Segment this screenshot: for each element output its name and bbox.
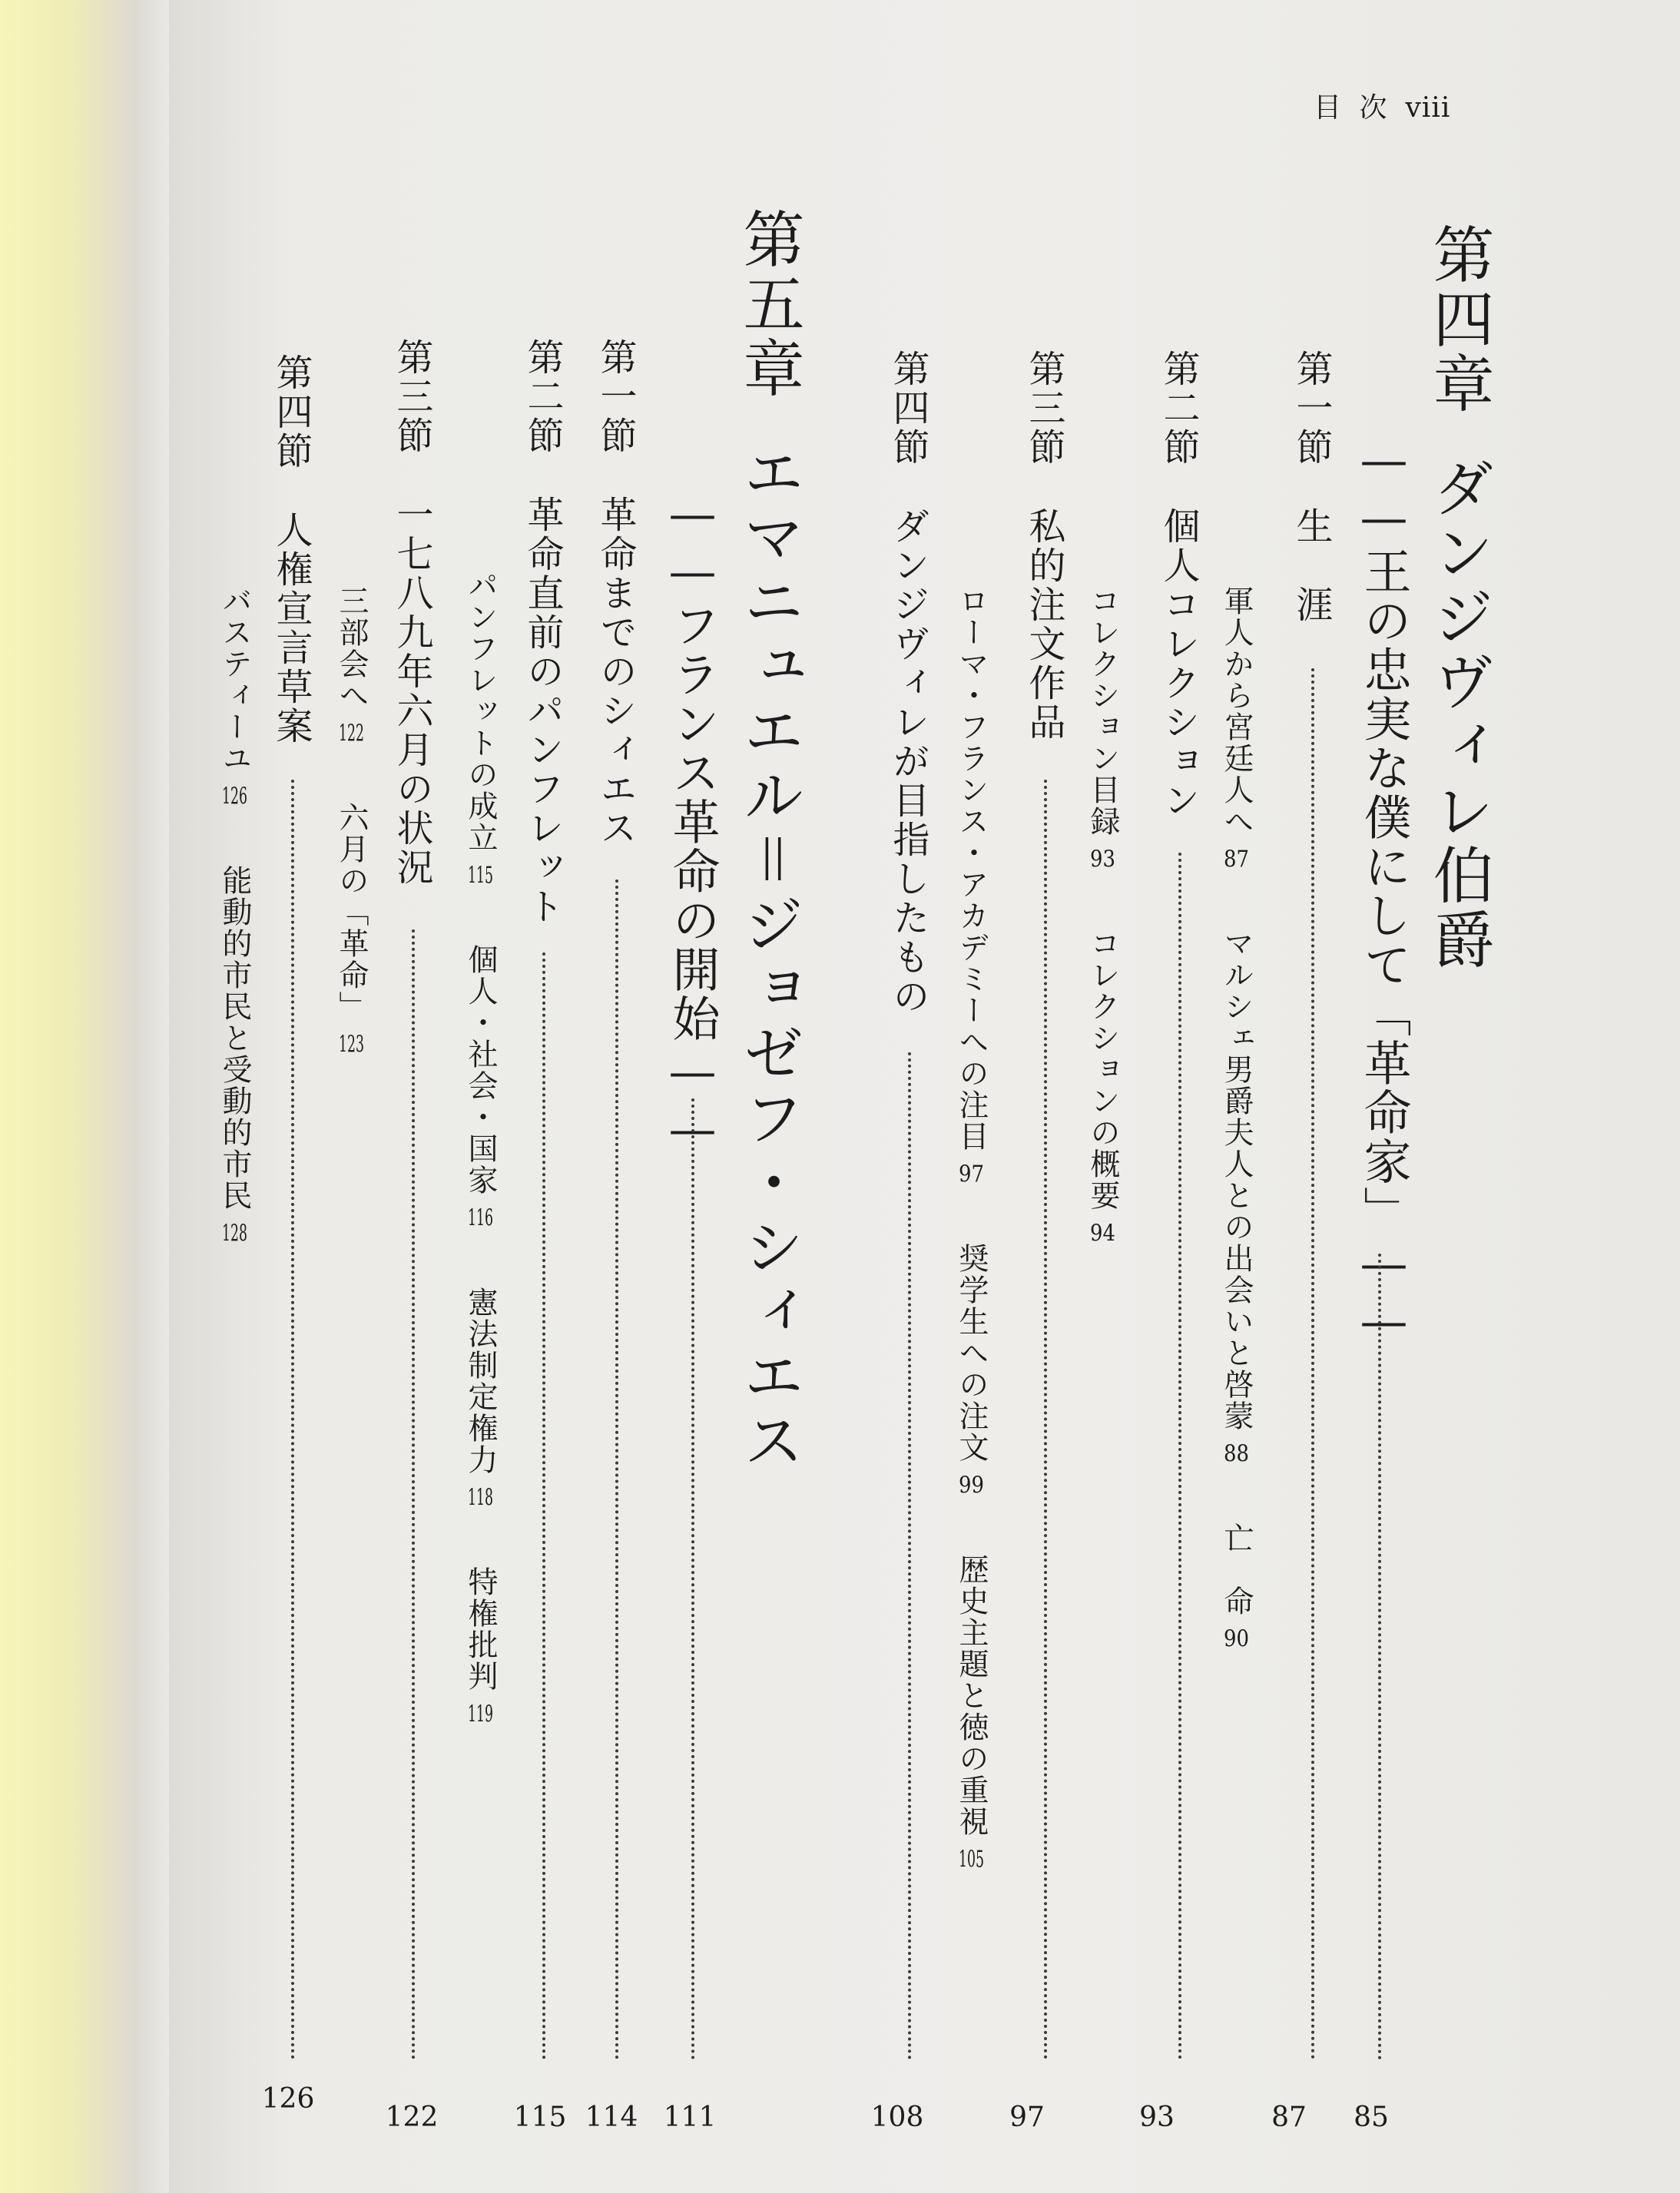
chapter-4-subtitle: ——王の忠実な僕にして「革命家」—— xyxy=(1356,432,1412,1350)
ch5-section-3-subitems xyxy=(334,585,369,1067)
ch5-section-4-label: 第四節 xyxy=(270,353,313,471)
subitem: バスティーユ xyxy=(217,585,252,774)
chapter-4-title: ダンジヴィレ伯爵 xyxy=(1423,456,1494,972)
ch5-section-4-leader xyxy=(291,780,294,2060)
subitem: コレクションの概要 xyxy=(1085,928,1120,1211)
subitem-page: 116 xyxy=(468,1207,493,1230)
subitem-page: 128 xyxy=(222,1222,247,1245)
ch4-section-3 xyxy=(1022,349,1065,742)
ch4-section-3-label: 第三節 xyxy=(1022,349,1065,467)
subitem-page: 94 xyxy=(1090,1222,1115,1245)
ch4-section-3-title: 私的注文作品 xyxy=(1022,507,1065,742)
subitem: ローマ・フランス・アカデミーへの注目 xyxy=(954,585,989,1152)
ch4-section-4-label: 第四節 xyxy=(886,349,929,467)
ch4-section-1-title: 生 涯 xyxy=(1290,507,1333,624)
ch5-section-3-leader xyxy=(412,929,415,2060)
subitem: 個人・社会・国家 xyxy=(463,944,498,1196)
subitem: パンフレットの成立 xyxy=(463,570,498,853)
ch4-section-3-subitems xyxy=(954,585,989,1882)
ch5-section-3-label: 第三節 xyxy=(390,338,433,455)
subitem-page: 118 xyxy=(468,1486,493,1509)
ch5-section-1 xyxy=(594,338,637,848)
book-binding-edge xyxy=(0,0,169,2193)
subitem: 六月の「革命」 xyxy=(334,802,369,1022)
ch5-section-4-page: 126 xyxy=(261,2083,315,2115)
subitem: コレクション目録 xyxy=(1085,585,1120,837)
subitem-page: 99 xyxy=(959,1474,984,1497)
ch4-section-3-leader xyxy=(1044,780,1047,2060)
ch4-section-1-subitems xyxy=(1219,585,1254,1661)
ch5-section-1-leader xyxy=(615,880,618,2060)
ch4-section-2-label: 第二節 xyxy=(1157,349,1200,467)
subitem: 亡 命 xyxy=(1219,1522,1254,1617)
ch5-section-3-page: 122 xyxy=(385,2102,439,2133)
ch4-section-2-title: 個人コレクション xyxy=(1157,507,1200,820)
ch5-section-2-subitems xyxy=(463,570,498,1737)
chapter-5-title: エマニュエル＝ジョゼフ・シィエス xyxy=(733,441,804,1473)
chapter-4-heading xyxy=(1423,223,1494,972)
subitem-page: 123 xyxy=(339,1033,364,1056)
ch4-section-4-leader xyxy=(908,1052,911,2060)
ch5-section-1-title: 革命までのシィエス xyxy=(594,495,637,848)
ch4-section-2-leader xyxy=(1178,853,1181,2060)
subitem: 憲法制定権力 xyxy=(463,1287,498,1476)
ch4-section-1 xyxy=(1290,349,1333,624)
ch5-section-4-title: 人権宣言草案 xyxy=(270,511,313,746)
subitem: 三部会へ xyxy=(334,585,369,711)
ch4-section-1-leader xyxy=(1311,668,1314,2060)
subitem-page: 115 xyxy=(468,864,493,887)
ch4-section-2 xyxy=(1157,349,1200,820)
chapter-5-heading xyxy=(733,207,804,1473)
header-page-number: viii xyxy=(1405,92,1451,124)
ch5-section-2-title: 革命直前のパンフレット xyxy=(521,495,564,926)
chapter-5-number: 第五章 xyxy=(733,207,804,401)
subitem: 奨学生への注文 xyxy=(954,1243,989,1463)
chapter-5-page: 111 xyxy=(663,2102,717,2133)
ch4-section-2-subitems xyxy=(1085,585,1120,1256)
chapter-4-number: 第四章 xyxy=(1423,223,1494,416)
ch4-section-1-page: 87 xyxy=(1271,2102,1307,2133)
ch5-section-1-label: 第一節 xyxy=(594,338,637,455)
ch4-section-3-page: 97 xyxy=(1009,2102,1045,2133)
chapter-5-subtitle: ——フランス革命の開始—— xyxy=(664,485,721,1158)
ch4-section-4-title: ダンジヴィレが目指したもの xyxy=(886,507,929,1016)
subitem: 歴史主題と徳の重視 xyxy=(954,1554,989,1837)
subitem: マルシェ男爵夫人との出会いと啓蒙 xyxy=(1219,928,1254,1432)
ch5-section-4-subitems xyxy=(217,585,252,1256)
subitem-page: 122 xyxy=(339,722,364,745)
ch5-section-2 xyxy=(521,338,564,926)
ch5-section-4 xyxy=(270,353,313,746)
ch5-section-2-leader xyxy=(542,952,545,2060)
subitem-page: 119 xyxy=(468,1703,493,1726)
chapter-4-page: 85 xyxy=(1354,2102,1389,2133)
ch5-section-2-label: 第二節 xyxy=(521,338,564,455)
ch5-section-2-page: 115 xyxy=(513,2102,567,2133)
subitem-page: 90 xyxy=(1224,1628,1249,1651)
chapter-4-leader xyxy=(1378,1254,1381,2060)
ch4-section-2-page: 93 xyxy=(1139,2102,1175,2133)
subitem: 軍人から宮廷人へ xyxy=(1219,585,1254,837)
subitem-page: 105 xyxy=(959,1848,984,1871)
subitem-page: 87 xyxy=(1224,848,1249,871)
subitem-page: 97 xyxy=(959,1163,984,1186)
ch4-section-4 xyxy=(886,349,929,1016)
subitem: 特権批判 xyxy=(463,1566,498,1692)
ch5-section-1-page: 114 xyxy=(585,2102,638,2133)
ch5-section-3-title: 一七八九年六月の状況 xyxy=(390,495,433,887)
chapter-5-leader xyxy=(691,1098,694,2060)
subitem: 能動的市民と受動的市民 xyxy=(217,865,252,1211)
subitem-page: 126 xyxy=(222,785,247,808)
subitem-page: 93 xyxy=(1090,848,1115,871)
running-header xyxy=(1314,86,1450,125)
ch5-section-3 xyxy=(390,338,433,887)
header-label: 目 次 xyxy=(1314,92,1392,124)
subitem-page: 88 xyxy=(1224,1443,1249,1466)
ch4-section-1-label: 第一節 xyxy=(1290,349,1333,467)
ch4-section-4-page: 108 xyxy=(870,2102,924,2133)
